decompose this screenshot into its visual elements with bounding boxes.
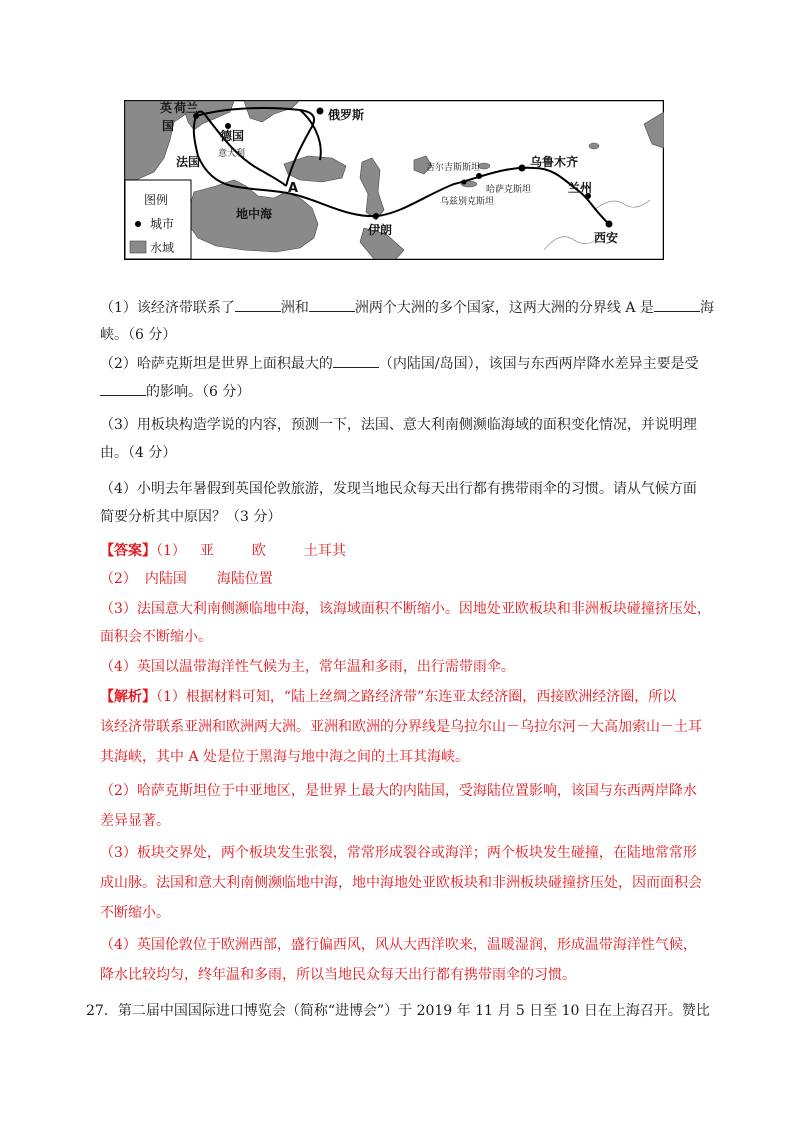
analysis-line-9: （4）英国伦敦位于欧洲西部，盛行偏西风，风从大西洋吹来，温暖湿润，形成温带海洋性气候，: [100, 937, 697, 953]
map-label-uzbekistan: 乌兹别克斯坦: [440, 197, 495, 207]
city-dot-xian: [606, 221, 613, 228]
analysis-p1-text: （1）根据材料可知，“陆上丝绸之路经济带”东连亚太经济圈，西接欧洲经济圈，所以: [156, 689, 677, 705]
city-dot-iran: [373, 213, 379, 219]
lake-c: [589, 143, 599, 149]
analysis-line-8: 不断缩小。: [100, 905, 170, 921]
analysis-line-3: 其海峡，其中 A 处是位于黑海与地中海之间的土耳其海峡。: [100, 749, 470, 765]
question-1-line-1: [100, 296, 714, 319]
question-2-line-2: [100, 380, 710, 403]
q2-text-b: （内陆国/岛国），该国与东西两岸降水差异主要是受: [378, 356, 699, 372]
map-label-urumqi: 乌鲁木齐: [530, 155, 579, 169]
answer-line-4: 面积会不断缩小。: [100, 629, 212, 645]
city-dot-kyrgyz: [462, 180, 467, 185]
question-4-line-2: 简要分析其中原因？（3 分）: [100, 509, 282, 525]
map-legend: [125, 180, 191, 259]
city-dot-kazakhstan: [476, 173, 482, 179]
answer-1-item-1: 亚: [199, 543, 214, 559]
answer-line-2: [100, 568, 710, 590]
map-svg: [124, 100, 664, 260]
q2-text-c: 的影响。（6 分）: [146, 384, 251, 400]
map-label-netherlands: 荷兰: [174, 101, 199, 115]
map-label-uk-a: 英: [160, 101, 173, 115]
silk-road-map: [124, 100, 664, 260]
answer-line-1: [100, 540, 710, 562]
answer-1-item-2: 欧: [251, 543, 266, 559]
answer-2-item-2: 海陆位置: [216, 571, 273, 587]
question-27-line-1: 27．第二届中国国际进口博览会（简称“进博会”）于 2019 年 11 月 5 日至 10 日在上海召开。赞比: [86, 1003, 710, 1019]
q1-text-a: （1）该经济带联系了: [100, 300, 235, 316]
answer-line-5: （4）英国以温带海洋性气候为主，常年温和多雨，出行需带雨伞。: [100, 659, 515, 675]
map-label-iran: 伊朗: [368, 223, 393, 237]
map-label-kazakhstan: 哈萨克斯坦: [486, 185, 532, 195]
map-label-lanzhou: 兰州: [568, 181, 593, 195]
answer-1-item-3: 土耳其: [303, 543, 346, 559]
question-3-line-2: 由。（4 分）: [100, 445, 177, 461]
q1-blank-2: [309, 296, 355, 312]
legend-water-label: 水域: [150, 241, 175, 255]
question-4-line-1: （4）小明去年暑假到英国伦敦旅游，发现当地民众每天出行都有携带雨伞的习惯。请从气候方面: [100, 481, 697, 497]
analysis-line-7: 成山脉。法国和意大利南侧濒临地中海，地中海地处亚欧板块和非洲板块碰撞挤压处，因而面积会: [100, 875, 702, 891]
question-1-line-2: 峡。（6 分）: [100, 327, 177, 343]
map-label-russia: 俄罗斯: [328, 108, 365, 122]
map-label-mediterranean: 地中海: [236, 207, 273, 221]
map-label-germany: 德国: [220, 129, 245, 143]
q1-text-c: 洲两个大洲的多个国家，这两大洲的分界线 A 是: [354, 300, 654, 316]
legend-water-swatch: [130, 241, 146, 253]
answer-2-num: （2）: [100, 571, 137, 587]
q2-blank-2: [100, 380, 146, 396]
question-3-line-1: （3）用板块构造学说的内容，预测一下，法国、意大利南侧濒临海域的面积变化情况，并说明理: [100, 417, 697, 433]
city-dot-urumqi: [519, 165, 526, 172]
map-label-uk-b: 国: [162, 119, 175, 133]
question-2-line-1: [100, 352, 710, 375]
map-label-italy: 意大利: [218, 149, 246, 159]
legend-city-dot: [135, 221, 141, 227]
answer-line-3: （3）法国意大利南侧濒临地中海，该海域面积不断缩小。因地处亚欧板块和非洲板块碰撞挤压处，: [100, 601, 711, 617]
map-label-kyrgyzstan: 吉尔吉斯斯坦: [426, 163, 481, 173]
answer-tag: 【答案】: [100, 543, 156, 559]
q2-text-a: （2）哈萨克斯坦是世界上面积最大的: [100, 356, 333, 372]
q1-text-d: 海: [699, 300, 714, 316]
analysis-line-2: 该经济带联系亚洲和欧洲两大洲。亚洲和欧洲的分界线是乌拉尔山－乌拉尔河－大高加索山－土耳: [100, 719, 702, 735]
analysis-line-1: [100, 686, 710, 708]
q2-blank-1: [333, 352, 379, 368]
analysis-line-10: 降水比较均匀，终年温和多雨，所以当地民众每天出行都有携带雨伞的习惯。: [100, 967, 576, 983]
legend-city-label: 城市: [150, 217, 175, 231]
analysis-line-4: （2）哈萨克斯坦位于中亚地区，是世界上最大的内陆国，受海陆位置影响，该国与东西两岸降水: [100, 783, 697, 799]
answer-1-num: （1）: [156, 543, 186, 559]
q1-blank-1: [235, 296, 281, 312]
analysis-line-5: 差异显著。: [100, 813, 170, 829]
map-label-xian: 西安: [594, 231, 619, 245]
analysis-tag: 【解析】: [100, 689, 156, 705]
map-label-strait-a: A: [288, 181, 299, 196]
answer-2-item-1: 内陆国: [144, 571, 187, 587]
legend-title: 图例: [144, 193, 169, 207]
q1-blank-3: [654, 296, 700, 312]
map-label-france: 法国: [176, 155, 201, 169]
analysis-line-6: （3）板块交界处，两个板块发生张裂，常常形成裂谷或海洋；两个板块发生碰撞，在陆地常常形: [100, 845, 697, 861]
q1-text-b: 洲和: [280, 300, 309, 316]
city-dot-russia: [317, 108, 324, 115]
